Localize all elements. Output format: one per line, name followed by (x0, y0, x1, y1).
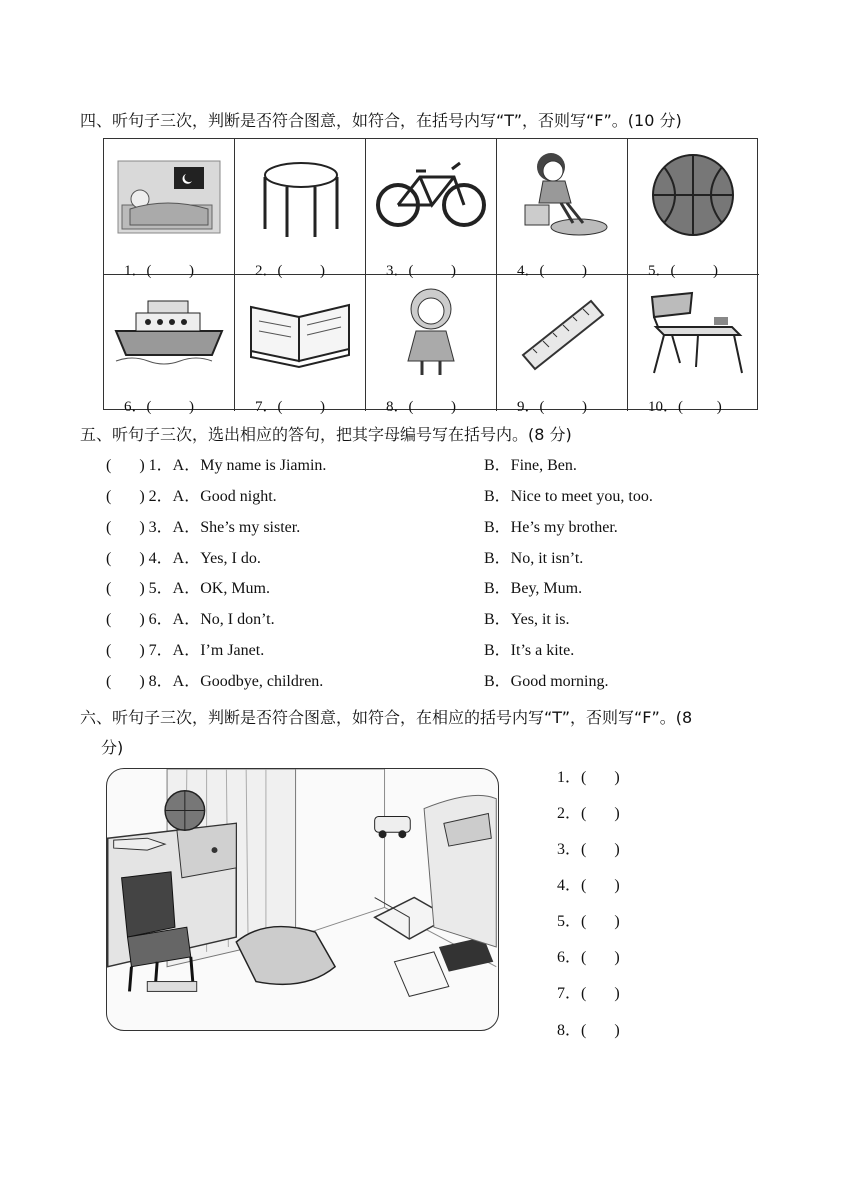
section6-heading-line1: 六、听句子三次，判断是否符合图意，如符合，在相应的括号内写“T”，否则写“F”。(8 (80, 708, 693, 727)
item-label-5: 5．( ) (648, 263, 718, 279)
item-label-9: 9．( ) (517, 399, 587, 415)
girl-washing-feet-icon (505, 147, 619, 249)
grid-cell-2 (235, 139, 366, 279)
answer-slot-1: 1．( ) (557, 769, 620, 786)
answer-slot-3: 3．( ) (557, 841, 620, 858)
grid-cell-3 (366, 139, 497, 279)
grid-cell-7 (235, 275, 366, 415)
ship-icon (112, 283, 226, 385)
section4-heading: 四、听句子三次，判断是否符合图意，如符合，在括号内写“T”，否则写“F”。(10 分) (80, 111, 682, 130)
answer-slot-5: 5．( ) (557, 913, 620, 930)
item-label-8: 8．( ) (386, 399, 456, 415)
question-row-7-b: B．It’s a kite. (484, 642, 575, 659)
question-row-2-a: ( ) 2．A．Good night. (106, 488, 277, 505)
item-label-1: 1．( ) (124, 263, 194, 279)
grid-cell-9 (497, 275, 628, 415)
table-icon (243, 147, 357, 249)
question-row-5-a: ( ) 5．A．OK, Mum. (106, 580, 270, 597)
answer-slot-4: 4．( ) (557, 877, 620, 894)
item-label-7: 7．( ) (255, 399, 325, 415)
item-label-2: 2．( ) (255, 263, 325, 279)
question-row-1-b: B．Fine, Ben. (484, 457, 577, 474)
item-label-10: 10．( ) (648, 399, 722, 415)
grid-cell-10 (628, 275, 759, 415)
bicycle-icon (374, 147, 488, 249)
sleeping-child-icon (112, 147, 226, 249)
chair-icon (636, 283, 750, 385)
grid-cell-4 (497, 139, 628, 279)
item-label-3: 3．( ) (386, 263, 456, 279)
question-row-7-a: ( ) 7．A．I’m Janet. (106, 642, 265, 659)
answer-slot-8: 8．( ) (557, 1022, 620, 1039)
question-row-6-a: ( ) 6．A．No, I don’t. (106, 611, 275, 628)
bedroom-scene (106, 768, 499, 1031)
question-row-6-b: B．Yes, it is. (484, 611, 570, 628)
question-row-2-b: B．Nice to meet you, too. (484, 488, 653, 505)
section6-heading-line2: 分) (101, 738, 124, 757)
grid-cell-8 (366, 275, 497, 415)
grid-cell-6 (104, 275, 235, 415)
girl-icon (374, 283, 488, 385)
answer-slot-6: 6．( ) (557, 949, 620, 966)
picture-grid (103, 138, 758, 415)
question-row-4-b: B．No, it isn’t. (484, 550, 584, 567)
question-row-4-a: ( ) 4．A．Yes, I do. (106, 550, 261, 567)
question-row-8-a: ( ) 8．A．Goodbye, children. (106, 673, 324, 690)
question-row-1-a: ( ) 1．A．My name is Jiamin. (106, 457, 327, 474)
bedroom-scene-icon (107, 769, 497, 1029)
item-label-4: 4．( ) (517, 263, 587, 279)
ruler-icon (505, 283, 619, 385)
section5-heading: 五、听句子三次，选出相应的答句，把其字母编号写在括号内。(8 分) (80, 425, 572, 444)
basketball-icon (636, 147, 750, 249)
answer-slot-7: 7．( ) (557, 985, 620, 1002)
book-icon (243, 283, 357, 385)
item-label-6: 6．( ) (124, 399, 194, 415)
question-row-3-a: ( ) 3．A．She’s my sister. (106, 519, 301, 536)
question-row-8-b: B．Good morning. (484, 673, 609, 690)
answer-slot-2: 2．( ) (557, 805, 620, 822)
question-row-3-b: B．He’s my brother. (484, 519, 618, 536)
grid-cell-1 (104, 139, 235, 279)
grid-cell-5 (628, 139, 759, 279)
question-row-5-b: B．Bey, Mum. (484, 580, 583, 597)
